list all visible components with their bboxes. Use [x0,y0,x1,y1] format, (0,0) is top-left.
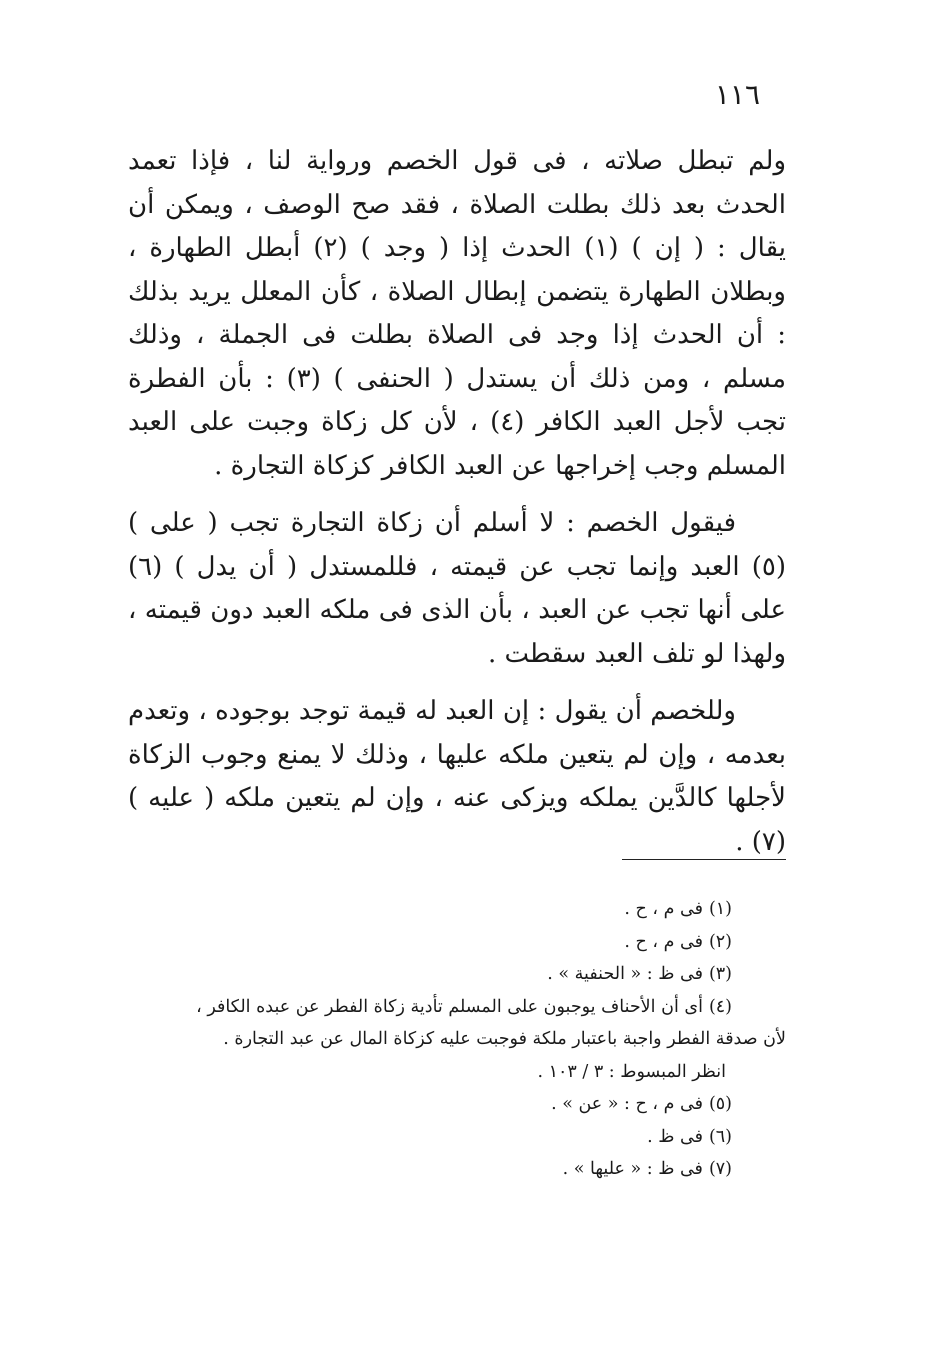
footnotes [128,893,786,1186]
footnote-4 [128,991,786,1024]
footnote-text: فى م ، ح : « عن » . [551,1094,703,1114]
footnote-number: (٦) [708,1126,732,1147]
paragraph-1: ولم تبطل صلاته ، فى قول الخصم ورواية لنا ، فإذا تعمد الحدث بعد ذلك بطلت الصلاة ، فقد صح الوصف ، ويمكن أن يقال : ( إن ) (١) الحدث إذا ( وجد ) (٢) أبطل الطهارة ، وبطلان الطهارة يتضمن إبطال الصلاة ، كأن المعلل يريد بذلك : أن الحدث إذا وجد فى الصلاة بطلت فى الجملة ، وذلك مسلم ، ومن ذلك أن يستدل ( الحنفى ) (٣) : بأن الفطرة تجب لأجل العبد الكافر (٤) ، لأن كل زكاة وجبت على العبد المسلم وجب إخراجها عن العبد الكافر كزكاة التجارة . [128,146,786,481]
footnote-4-reference [128,1056,786,1089]
footnote-3 [128,958,786,991]
footnote-number: (٥) [708,1094,732,1114]
paragraph-2: فيقول الخصم : لا أسلم أن زكاة التجارة تجب ( على ) (٥) العبد وإنما تجب عن قيمته ، فللمستدل ( أن يدل ) (٦) على أنها تجب عن العبد ، بأن الذى فى ملكه العبد دون قيمته ، ولهذا لو تلف العبد سقطت . [128,508,786,669]
footnote-number: (٢) [708,931,732,952]
footnote-text: أى أن الأحناف يوجبون على المسلم تأدية زكاة الفطر عن عبده الكافر ، [196,996,703,1017]
footnote-7 [128,1153,786,1186]
footnote-1 [128,893,786,926]
footnote-text: فى ظ : « الحنفية » . [547,964,703,984]
footnote-text: انظر المبسوط : ٣ / ١٠٣ . [537,1061,726,1082]
footnote-divider [622,859,786,860]
footnote-6 [128,1121,786,1154]
main-text [128,140,786,878]
footnote-text: فى م ، ح . [624,899,703,919]
page-number: ١١٦ [714,78,760,111]
footnote-4-continued [128,1023,786,1056]
footnote-5 [128,1088,786,1121]
footnote-number: (٧) [708,1159,732,1179]
footnote-number: (١) [708,899,732,919]
footnote-text: لأن صدقة الفطر واجبة باعتبار ملكة فوجبت عليه كزكاة المال عن عبد التجارة . [223,1029,786,1049]
footnote-text: فى ظ . [647,1126,703,1147]
paragraph-3: وللخصم أن يقول : إن العبد له قيمة توجد بوجوده ، وتعدم بعدمه ، وإن لم يتعين ملكه عليها ، وذلك لا يمنع وجوب الزكاة لأجلها كالدَّين يملكه ويزكى عنه ، وإن لم يتعين ملكه ( عليه ) (٧) . [128,696,786,857]
footnote-number: (٣) [708,964,732,984]
footnote-2 [128,926,786,959]
footnote-text: فى ظ : « عليها » . [562,1159,703,1179]
footnote-text: فى م ، ح . [624,931,703,952]
footnote-number: (٤) [708,996,732,1017]
